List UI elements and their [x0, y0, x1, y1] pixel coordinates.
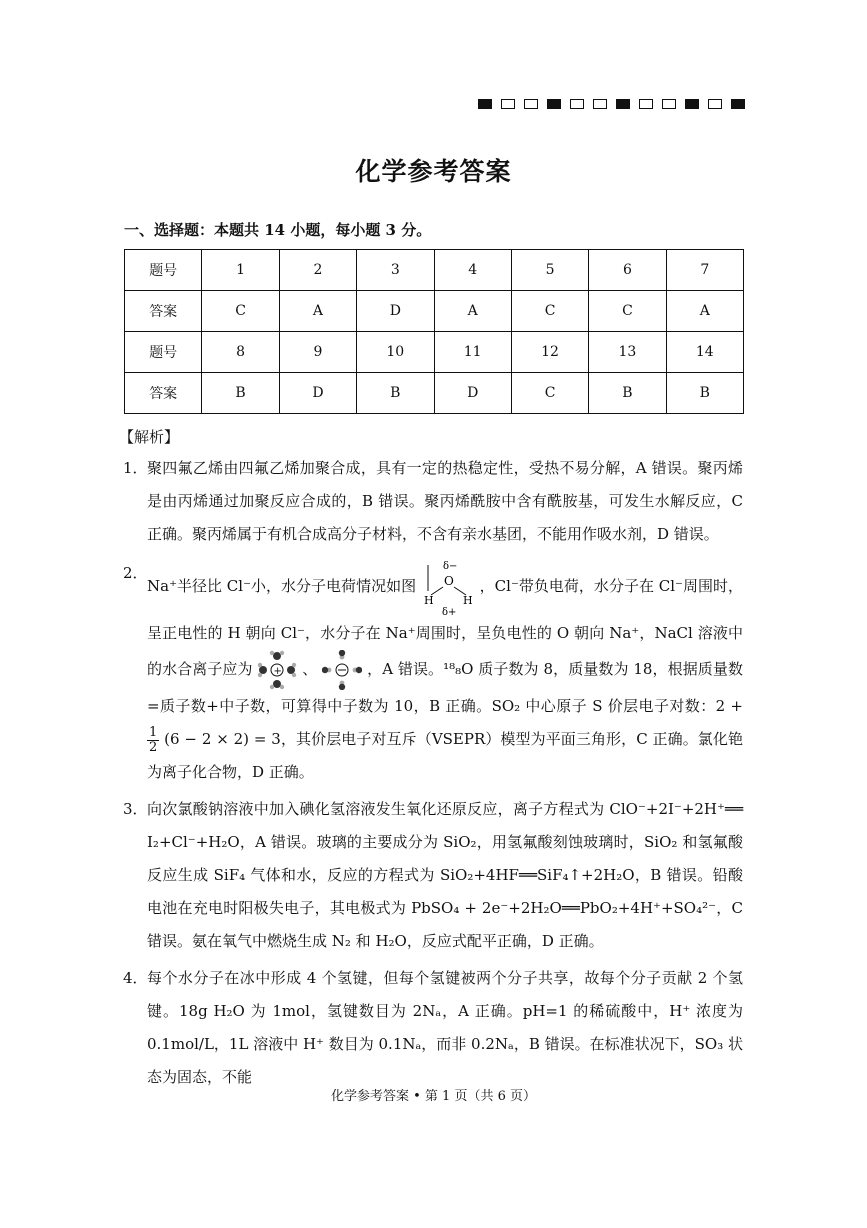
table-cell: C	[202, 291, 279, 332]
table-cell: D	[357, 291, 434, 332]
analysis-item-4	[123, 962, 743, 1094]
row-header-cell: 答案	[125, 291, 202, 332]
table-cell: 8	[202, 332, 279, 373]
table-cell: 7	[666, 250, 743, 291]
table-cell: 2	[279, 250, 356, 291]
filled-square-mark	[616, 99, 630, 109]
oxygen-label: O	[443, 574, 454, 588]
empty-square-mark	[501, 99, 515, 109]
row-header-cell: 答案	[125, 373, 202, 414]
fraction-numerator: 1	[149, 724, 158, 740]
table-cell: 3	[357, 250, 434, 291]
analysis-heading: 【解析】	[119, 428, 180, 446]
fraction-denominator: 2	[149, 739, 158, 755]
item-text-b: ，Cl⁻带负电荷，水分子在 Cl⁻周围时，呈正电性的 H 朝向 Cl⁻，水分子在 Na⁺周围时，呈负电性的 O 朝向 Na⁺，NaCl 溶液中的水合离子应为	[147, 577, 743, 678]
table-cell: A	[279, 291, 356, 332]
table-cell: 12	[511, 332, 588, 373]
fraction-one-half	[147, 726, 159, 755]
header-marks	[478, 99, 745, 109]
table-cell: 9	[279, 332, 356, 373]
table-cell: C	[511, 373, 588, 414]
item-number: 2．	[123, 564, 148, 582]
answer-table	[124, 249, 744, 414]
delta-minus-label: δ−	[442, 561, 458, 572]
table-row	[125, 332, 744, 373]
table-cell: 1	[202, 250, 279, 291]
page-title: 化学参考答案	[355, 157, 512, 186]
item-text	[147, 557, 743, 789]
analysis-body	[123, 452, 743, 1094]
table-cell: C	[511, 291, 588, 332]
row-header-cell: 题号	[125, 250, 202, 291]
item-number: 1．	[123, 459, 148, 477]
filled-square-mark	[731, 99, 745, 109]
item-text-c: 、	[302, 660, 318, 678]
svg-text:+: +	[273, 666, 283, 677]
item-text-e: (6 − 2 × 2) = 3，其价层电子对互斥（VSEPR）模型为平面三角形，C 正确。氯化铯为离子化合物，D 正确。	[147, 730, 743, 781]
empty-square-mark	[570, 99, 584, 109]
table-cell: D	[434, 373, 511, 414]
hydrated-cation-icon	[257, 650, 297, 690]
empty-square-mark	[593, 99, 607, 109]
table-cell: A	[434, 291, 511, 332]
table-cell: C	[589, 291, 666, 332]
table-cell: B	[357, 373, 434, 414]
filled-square-mark	[478, 99, 492, 109]
water-molecule-diagram	[421, 557, 475, 617]
table-cell: A	[666, 291, 743, 332]
hydrogen-label-1: H	[423, 594, 434, 607]
table-cell: 13	[589, 332, 666, 373]
empty-square-mark	[524, 99, 538, 109]
item-text-d: ，A 错误。¹⁸₈O 质子数为 8，质量数为 18，根据质量数=质子数+中子数，可算得中子数为 10，B 正确。SO₂ 中心原子 S 价层电子对数：2 +	[147, 660, 743, 715]
item-text-a: Na⁺半径比 Cl⁻小，水分子电荷情况如图	[147, 577, 417, 595]
page-footer: 化学参考答案 • 第 1 页（共 6 页）	[330, 1089, 536, 1104]
empty-square-mark	[639, 99, 653, 109]
table-cell: 14	[666, 332, 743, 373]
section-heading: 一、选择题：本题共 14 小题，每小题 3 分。	[124, 221, 432, 239]
analysis-item-3	[123, 793, 743, 958]
analysis-item-1	[123, 452, 743, 551]
item-text: 聚四氟乙烯由四氟乙烯加聚合成，具有一定的热稳定性，受热不易分解，A 错误。聚丙烯是由丙烯通过加聚反应合成的，B 错误。聚丙烯酰胺中含有酰胺基，可发生水解反应，C 正确。聚丙烯属于有机合成高分子材料，不含有亲水基团，不能用作吸水剂，D 错误。	[147, 459, 743, 543]
filled-square-mark	[547, 99, 561, 109]
table-cell: B	[202, 373, 279, 414]
table-cell: 6	[589, 250, 666, 291]
table-cell: 4	[434, 250, 511, 291]
table-cell: B	[589, 373, 666, 414]
empty-square-mark	[708, 99, 722, 109]
table-row	[125, 250, 744, 291]
table-row	[125, 291, 744, 332]
item-text: 向次氯酸钠溶液中加入碘化氢溶液发生氧化还原反应，离子方程式为 ClO⁻+2I⁻+2H⁺══ I₂+Cl⁻+H₂O，A 错误。玻璃的主要成分为 SiO₂，用氢氟酸刻蚀玻璃时，SiO₂ 和氢氟酸反应生成 SiF₄ 气体和水，反应的方程式为 SiO₂+4HF══SiF₄↑+2H₂O，B 错误。铅酸电池在充电时阳极失电子，其电极式为 PbSO₄ + 2e⁻+2H₂O══PbO₂+4H⁺+SO₄²⁻，C 错误。氨在氧气中燃烧生成 N₂ 和 H₂O，反应式配平正确，D 正确。	[147, 800, 743, 950]
table-cell: 10	[357, 332, 434, 373]
table-cell: D	[279, 373, 356, 414]
hydrated-anion-icon	[322, 650, 362, 690]
table-row	[125, 373, 744, 414]
item-number: 3．	[123, 800, 148, 818]
analysis-item-2	[123, 557, 743, 789]
table-cell: 5	[511, 250, 588, 291]
hydrogen-label-2: H	[462, 594, 473, 607]
filled-square-mark	[685, 99, 699, 109]
table-cell: B	[666, 373, 743, 414]
item-text: 每个水分子在冰中形成 4 个氢键，但每个氢键被两个分子共享，故每个分子贡献 2 个氢键。18g H₂O 为 1mol，氢键数目为 2Nₐ，A 正确。pH=1 的稀硫酸中，H⁺ 浓度为 0.1mol/L，1L 溶液中 H⁺ 数目为 0.1Nₐ，而非 0.2Nₐ，B 错误。在标准状况下，SO₃ 状态为固态，不能	[147, 969, 743, 1086]
delta-plus-label: δ+	[441, 607, 457, 617]
table-cell: 11	[434, 332, 511, 373]
empty-square-mark	[662, 99, 676, 109]
row-header-cell: 题号	[125, 332, 202, 373]
item-number: 4．	[123, 969, 148, 987]
